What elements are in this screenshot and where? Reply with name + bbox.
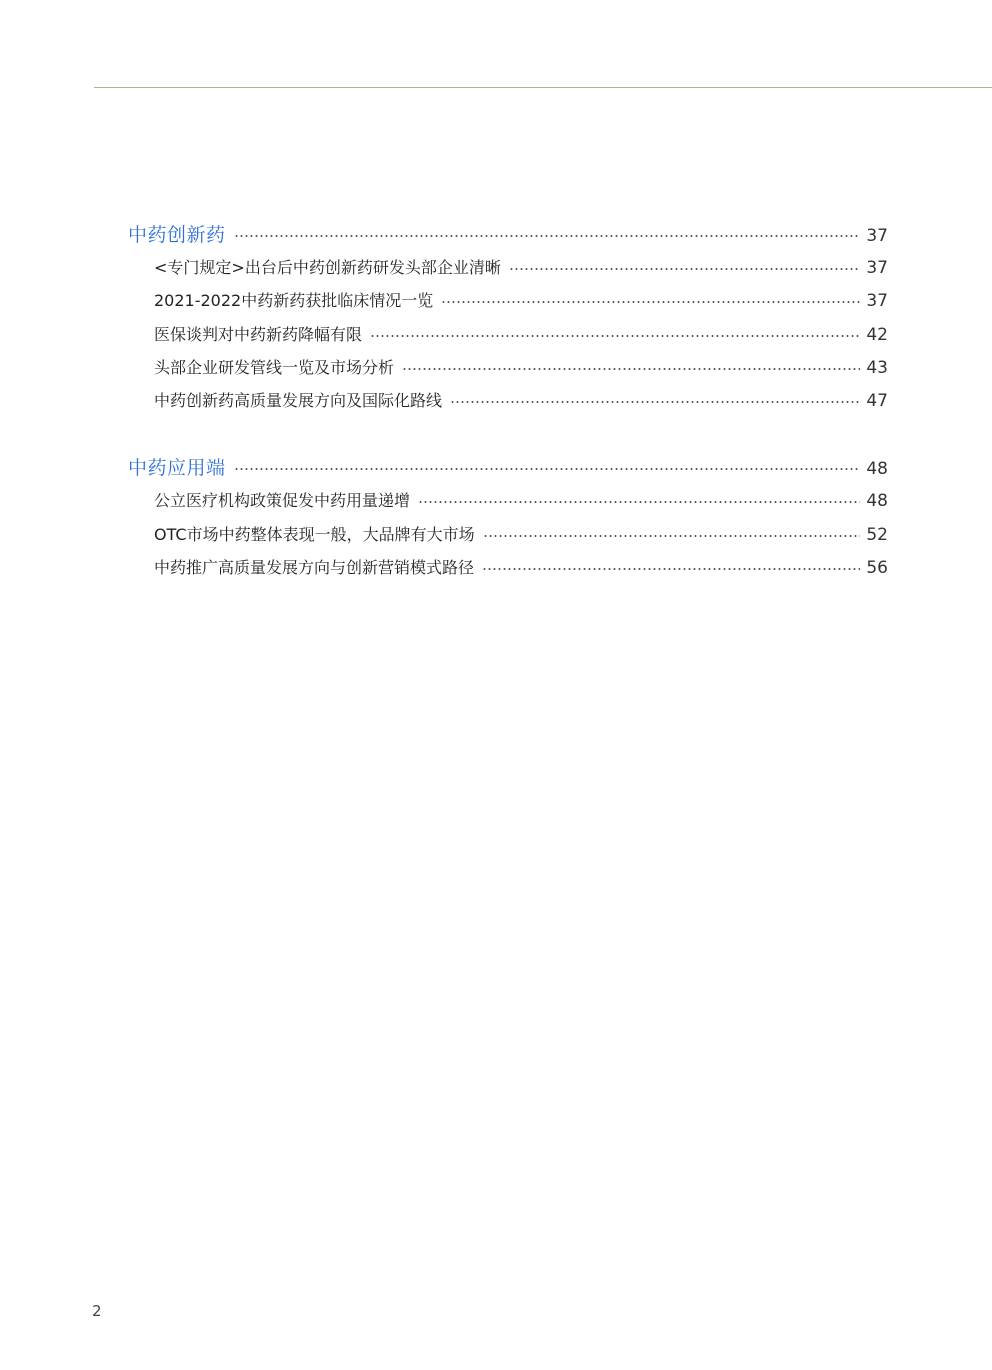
dot-leader bbox=[402, 368, 860, 370]
page-number: 2 bbox=[92, 1302, 102, 1320]
dot-leader bbox=[509, 268, 861, 270]
toc-page-number: 43 bbox=[866, 358, 888, 378]
dot-leader bbox=[418, 501, 860, 503]
toc-page-number: 48 bbox=[866, 491, 888, 511]
toc-entry[interactable] bbox=[154, 522, 888, 548]
toc-entry[interactable] bbox=[154, 322, 888, 348]
toc-entry[interactable] bbox=[154, 255, 888, 281]
toc-page-number: 37 bbox=[866, 258, 888, 278]
toc-page-number: 56 bbox=[866, 558, 888, 578]
toc-page-number: 52 bbox=[866, 525, 888, 545]
toc-entry[interactable] bbox=[154, 355, 888, 381]
toc-entry-title: 头部企业研发管线一览及市场分析 bbox=[154, 358, 395, 377]
toc-entry[interactable] bbox=[154, 488, 888, 514]
toc-page-number: 37 bbox=[866, 291, 888, 311]
toc-section-1[interactable] bbox=[128, 222, 888, 248]
toc-section-2[interactable] bbox=[128, 455, 888, 481]
dot-leader bbox=[450, 401, 860, 403]
toc-entry-title: OTC市场中药整体表现一般，大品牌有大市场 bbox=[154, 525, 475, 544]
toc-page-number: 37 bbox=[866, 226, 888, 246]
toc-page-number: 42 bbox=[866, 325, 888, 345]
toc-entry-title: <专门规定>出台后中药创新药研发头部企业清晰 bbox=[154, 258, 501, 277]
dot-leader bbox=[483, 535, 861, 537]
toc-page-number: 47 bbox=[866, 391, 888, 411]
header-rule bbox=[94, 87, 992, 88]
toc-entry-title: 中药创新药高质量发展方向及国际化路线 bbox=[154, 391, 443, 410]
toc-page-number: 48 bbox=[866, 459, 888, 479]
toc-entry[interactable] bbox=[154, 288, 888, 314]
dot-leader bbox=[482, 568, 860, 570]
dot-leader bbox=[234, 468, 861, 470]
toc-entry-title: 中药推广高质量发展方向与创新营销模式路径 bbox=[154, 558, 475, 577]
dot-leader bbox=[370, 335, 860, 337]
toc-section-title: 中药应用端 bbox=[128, 457, 226, 479]
toc-entry-title: 2021-2022中药新药获批临床情况一览 bbox=[154, 291, 434, 310]
toc-section-title: 中药创新药 bbox=[128, 224, 226, 246]
toc-entry-title: 医保谈判对中药新药降幅有限 bbox=[154, 325, 363, 344]
toc-entry[interactable] bbox=[154, 388, 888, 414]
toc-entry-title: 公立医疗机构政策促发中药用量递增 bbox=[154, 491, 411, 510]
dot-leader bbox=[234, 235, 861, 237]
toc-entry[interactable] bbox=[154, 555, 888, 581]
dot-leader bbox=[441, 301, 860, 303]
